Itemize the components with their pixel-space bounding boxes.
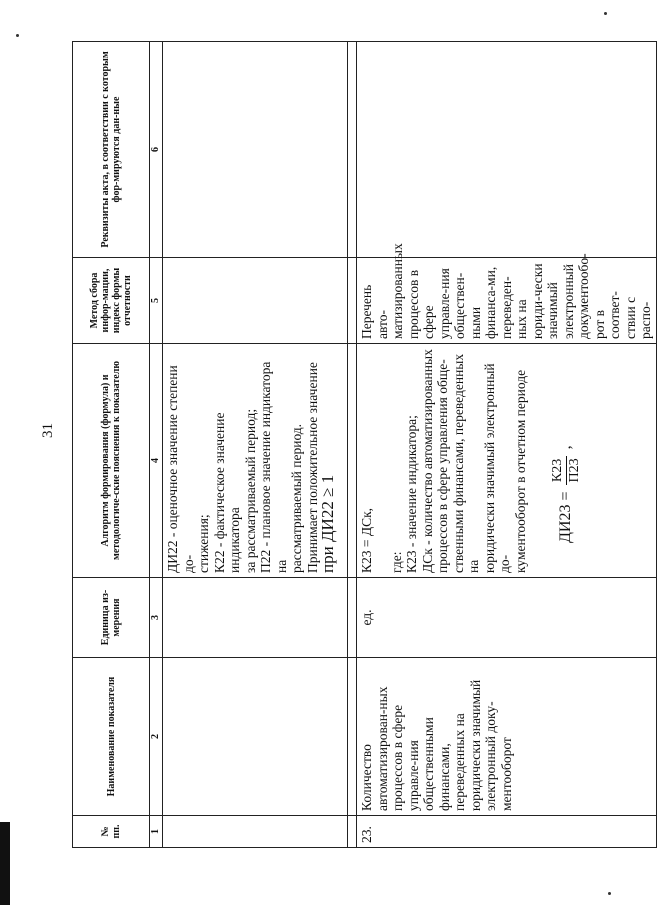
column-number: 3	[150, 578, 163, 658]
column-number: 1	[150, 816, 163, 848]
header-indicator-name: Наименование показателя	[73, 658, 150, 816]
header-number: № пп.	[73, 816, 150, 848]
formula-di23	[550, 348, 582, 573]
column-number: 4	[150, 344, 163, 578]
rotated-table-wrapper	[72, 42, 653, 848]
header-act-details: Реквизиты акта, в соответствии с которым фор-мируются дан-ные	[73, 42, 150, 258]
cell-indicator-name	[163, 658, 348, 816]
fraction-numerator: К23	[550, 456, 567, 485]
algorithm-line: процессов в сфере управления обще-	[435, 359, 450, 573]
algorithm-line: ственными финансами, переведенных на	[450, 353, 481, 573]
where-label: где:	[388, 551, 404, 573]
scan-speck	[608, 892, 611, 895]
algorithm-line: юридически значимый электронный до-	[481, 363, 512, 573]
formula-k23: К23 = ДСк,	[359, 507, 374, 573]
cell-act-details	[357, 42, 657, 258]
scan-speck	[16, 34, 19, 37]
column-number-row	[150, 42, 163, 848]
algorithm-line: К22 - фактическое значение индикатора	[211, 412, 242, 573]
cell-collection-method: Перечень авто-матизированных процессов в сфере управле-ния обществен-ными финанса-ми, переведен-ных на юриди-чески значимый электронный документообо-рот в соответ-ствии с распо-	[357, 258, 657, 344]
condition-formula: при ДИ22 ≥ 1	[318, 474, 337, 573]
cell-number: 23.	[357, 816, 657, 848]
algorithm-line: рассматриваемый период.	[289, 423, 304, 573]
header-unit: Единица из-мерения	[73, 578, 150, 658]
cell-collection-method	[163, 258, 348, 344]
formula-fraction	[550, 455, 582, 485]
algorithm-line: К23 - значение индикатора;	[404, 415, 419, 573]
page-number: 31	[40, 423, 56, 438]
algorithm-line: ДСк - количество автоматизированных	[419, 349, 435, 573]
algorithm-line: за рассматриваемый период;	[242, 408, 258, 573]
formula-tail: ,	[557, 445, 575, 450]
algorithm-line: кументооборот в отчетном периоде	[512, 369, 528, 573]
cell-indicator-name: Количество автоматизирован-ных процессов в сфере управле-ния общественными финансами, переведенных на юридически значимый электронный доку-ментооборот	[357, 658, 657, 816]
formula-lhs: ДИ23 =	[557, 491, 575, 543]
cell-number	[163, 816, 348, 848]
table-row	[357, 42, 657, 848]
spacer-row	[348, 42, 357, 848]
cell-unit	[163, 578, 348, 658]
fraction-denominator: П23	[566, 458, 582, 483]
scan-speck	[604, 12, 607, 15]
column-number: 6	[150, 42, 163, 258]
algorithm-line: П22 - плановое значение индикатора на	[258, 361, 289, 573]
algorithm-line: ДИ22 - оценочное значение степени до-	[165, 365, 196, 573]
header-collection-method: Метод сбора инфор-мации, индекс формы отчетности	[73, 258, 150, 344]
algorithm-line: Принимает положительное значение	[304, 362, 320, 573]
header-algorithm: Алгоритм формирования (формула) и методологиче-ские пояснения к показателю	[73, 344, 150, 578]
cell-act-details	[163, 42, 348, 258]
cell-algorithm	[357, 344, 657, 578]
table-row	[163, 42, 348, 848]
cell-unit: ед.	[357, 578, 657, 658]
cell-algorithm	[163, 344, 348, 578]
algorithm-line: стижения;	[196, 514, 211, 573]
indicator-table	[72, 41, 657, 848]
column-number: 5	[150, 258, 163, 344]
binding-mark	[0, 822, 10, 905]
header-row	[73, 42, 150, 848]
column-number: 2	[150, 658, 163, 816]
